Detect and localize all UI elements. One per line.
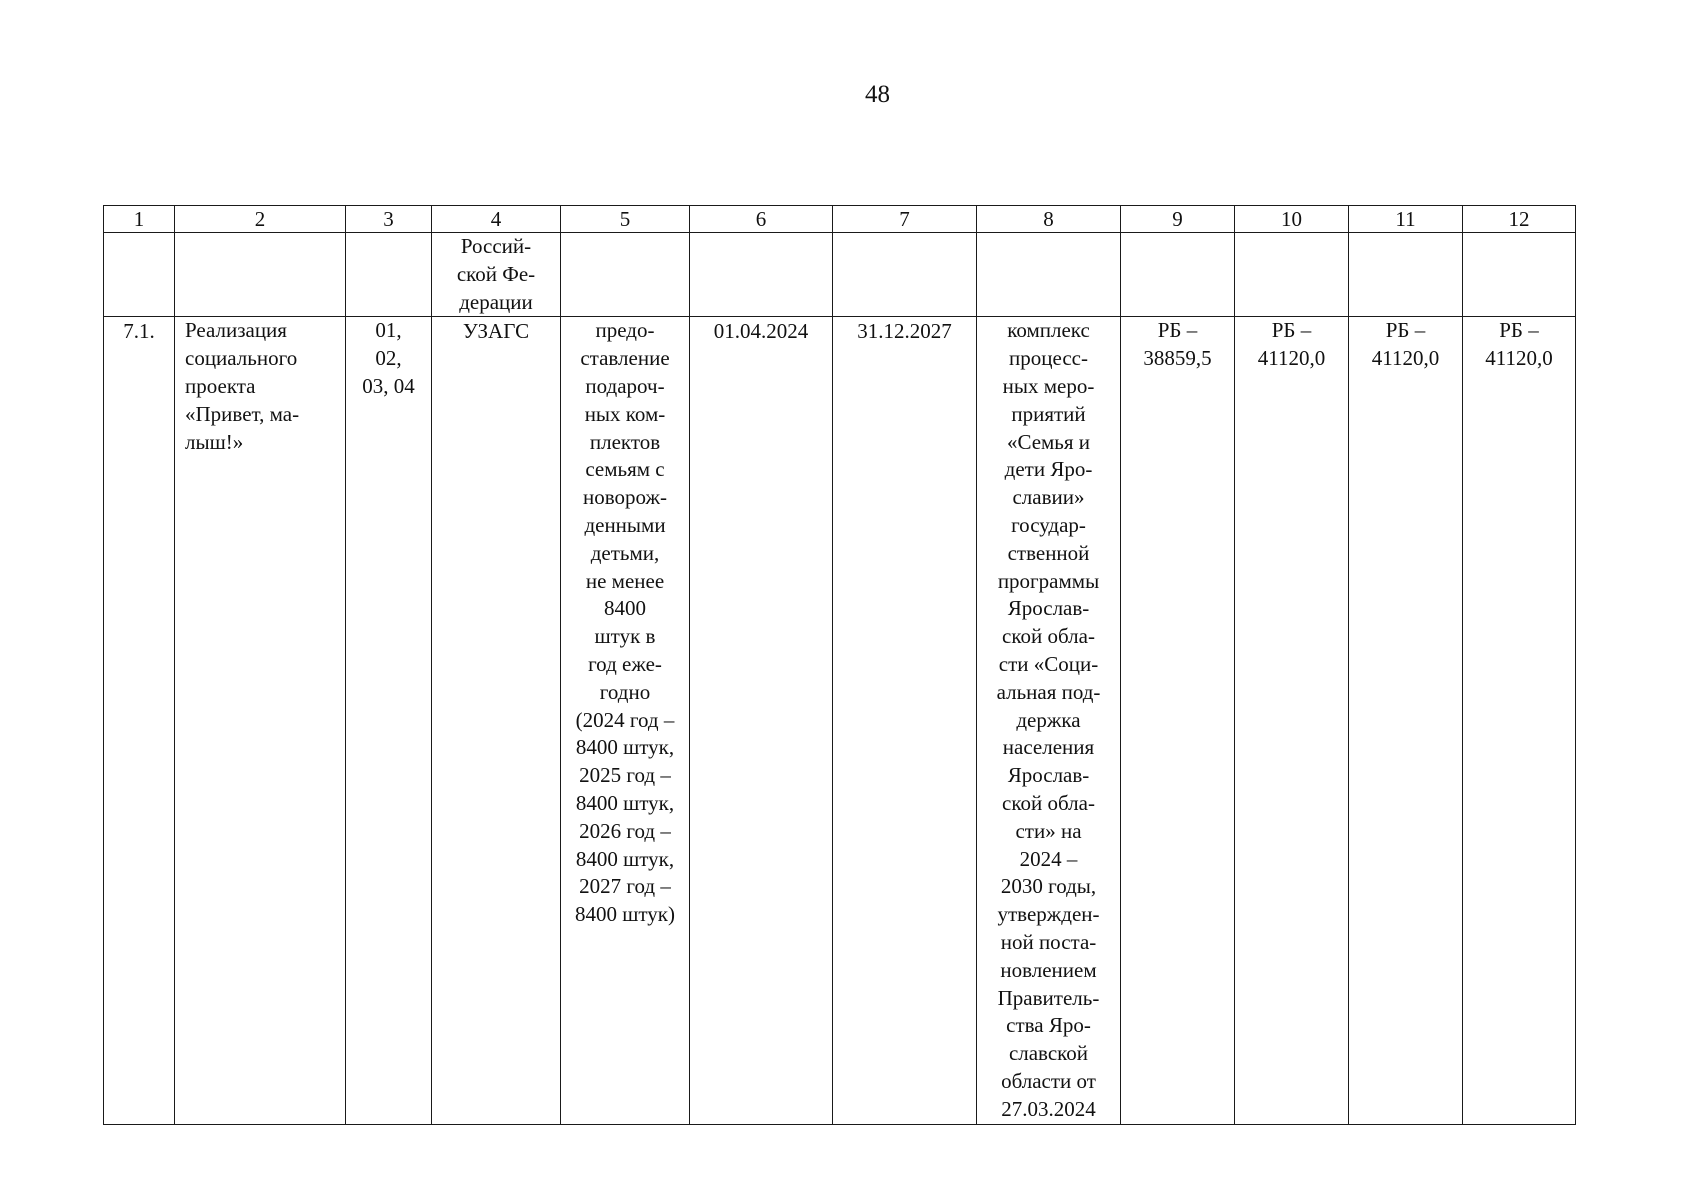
- text-line: Правитель-: [997, 985, 1100, 1010]
- text-line: 2027 год –: [579, 874, 671, 899]
- executor-continuation-cell: [432, 233, 561, 317]
- text-line: альная под-: [996, 679, 1101, 704]
- text-line: год еже-: [588, 651, 662, 676]
- text-line: ской Фе-: [456, 261, 536, 286]
- text-line: ставление: [580, 346, 670, 371]
- text-line: области от: [1001, 1068, 1096, 1093]
- text-line: 8400 штук,: [575, 846, 675, 871]
- text-line: 8400: [604, 596, 646, 621]
- funding-2026-cell: [1349, 317, 1463, 1124]
- column-number: 4: [432, 206, 561, 233]
- empty-cell: [561, 233, 690, 317]
- text-line: 03, 04: [362, 373, 415, 398]
- column-number: 5: [561, 206, 690, 233]
- text-line: (2024 год –: [575, 707, 675, 732]
- column-number: 9: [1121, 206, 1235, 233]
- text-line: ных ком-: [584, 401, 666, 426]
- page-number: 48: [865, 81, 890, 108]
- continuation-row: [104, 233, 1576, 317]
- text-line: 41120,0: [1371, 346, 1440, 371]
- text-line: социального: [185, 346, 298, 371]
- column-number: 6: [690, 206, 833, 233]
- text-line: комплекс: [1007, 318, 1090, 343]
- column-number: 7: [833, 206, 977, 233]
- codes-cell: [346, 317, 432, 1124]
- text-line: программы: [997, 568, 1100, 593]
- text-line: утвержден-: [997, 902, 1100, 927]
- column-number: 8: [977, 206, 1121, 233]
- text-line: 41120,0: [1257, 346, 1326, 371]
- funding-2024-cell: [1121, 317, 1235, 1124]
- column-number: 3: [346, 206, 432, 233]
- text-line: дети Яро-: [1004, 457, 1093, 482]
- text-line: новорож-: [583, 485, 667, 510]
- text-line: дерации: [459, 289, 533, 314]
- text-line: ской обла-: [1002, 790, 1095, 815]
- text-line: 01,: [375, 318, 402, 343]
- text-line: ственной: [1007, 540, 1090, 565]
- text-line: государ-: [1011, 512, 1086, 537]
- text-line: процесс-: [1009, 346, 1088, 371]
- result-cell: [561, 317, 690, 1124]
- end-date-cell: [833, 317, 977, 1124]
- column-number: 10: [1235, 206, 1349, 233]
- column-number: 1: [104, 206, 175, 233]
- text-line: РБ –: [1157, 318, 1198, 343]
- column-number: 2: [175, 206, 346, 233]
- text-line: штук в: [594, 624, 656, 649]
- text-line: 2024 –: [1019, 846, 1078, 871]
- column-number-row: [104, 206, 1576, 233]
- text-line: сти» на: [1015, 818, 1082, 843]
- text-line: РБ –: [1499, 318, 1539, 343]
- empty-cell: [1349, 233, 1463, 317]
- text-line: «Привет, ма-: [185, 401, 300, 426]
- empty-cell: [1463, 233, 1576, 317]
- empty-cell: [1235, 233, 1349, 317]
- text-line: не менее: [585, 568, 665, 593]
- text-line: лыш!»: [185, 429, 244, 454]
- start-date: 01.04.2024: [713, 319, 809, 344]
- text-line: населения: [1002, 735, 1095, 760]
- program-table: [103, 205, 1576, 1125]
- text-line: РБ –: [1385, 318, 1426, 343]
- end-date: 31.12.2027: [857, 319, 952, 344]
- text-line: держка: [1016, 707, 1081, 732]
- funding-2025-cell: [1235, 317, 1349, 1124]
- text-line: Ярослав-: [1007, 596, 1090, 621]
- text-line: Реализация: [185, 318, 287, 343]
- row-number: 7.1.: [123, 319, 155, 344]
- text-line: ской обла-: [1002, 624, 1095, 649]
- text-line: Ярослав-: [1007, 763, 1090, 788]
- text-line: годно: [599, 679, 651, 704]
- empty-cell: [1121, 233, 1235, 317]
- text-line: ной поста-: [1000, 929, 1097, 954]
- table-row-7-1: [104, 317, 1576, 1124]
- funding-2027-cell: [1463, 317, 1576, 1124]
- text-line: Россий-: [460, 234, 532, 258]
- text-line: предо-: [595, 318, 655, 343]
- text-line: 02,: [375, 346, 402, 371]
- column-number: 12: [1463, 206, 1576, 233]
- text-line: семьям с: [585, 457, 665, 482]
- executor: УЗАГС: [462, 319, 530, 344]
- text-line: денными: [584, 512, 666, 537]
- text-line: 8400 штук): [574, 902, 676, 927]
- text-line: 8400 штук,: [575, 735, 675, 760]
- text-line: плектов: [589, 429, 661, 454]
- text-line: приятий: [1011, 401, 1086, 426]
- text-line: ных меро-: [1002, 373, 1095, 398]
- measure-name-cell: [175, 317, 346, 1124]
- text-line: проекта: [185, 373, 256, 398]
- empty-cell: [690, 233, 833, 317]
- text-line: новлением: [1000, 957, 1097, 982]
- empty-cell: [175, 233, 346, 317]
- text-line: РБ –: [1271, 318, 1312, 343]
- text-line: подароч-: [585, 373, 665, 398]
- executor-cell: [432, 317, 561, 1124]
- text-line: детьми,: [590, 540, 660, 565]
- text-line: 2025 год –: [579, 763, 671, 788]
- empty-cell: [346, 233, 432, 317]
- start-date-cell: [690, 317, 833, 1124]
- text-line: сти «Соци-: [998, 651, 1099, 676]
- text-line: 2026 год –: [579, 818, 671, 843]
- text-line: славии»: [1012, 485, 1085, 510]
- empty-cell: [977, 233, 1121, 317]
- text-line: 8400 штук,: [575, 790, 675, 815]
- text-line: славской: [1008, 1041, 1089, 1066]
- column-number: 11: [1349, 206, 1463, 233]
- text-line: 41120,0: [1485, 346, 1553, 371]
- text-line: 38859,5: [1143, 346, 1212, 371]
- program-link-cell: [977, 317, 1121, 1124]
- text-line: «Семья и: [1006, 429, 1091, 454]
- empty-cell: [104, 233, 175, 317]
- row-number-cell: [104, 317, 175, 1124]
- text-line: 2030 годы,: [1000, 874, 1097, 899]
- text-line: ства Яро-: [1006, 1013, 1091, 1038]
- text-line: 27.03.2024: [1001, 1096, 1096, 1121]
- empty-cell: [833, 233, 977, 317]
